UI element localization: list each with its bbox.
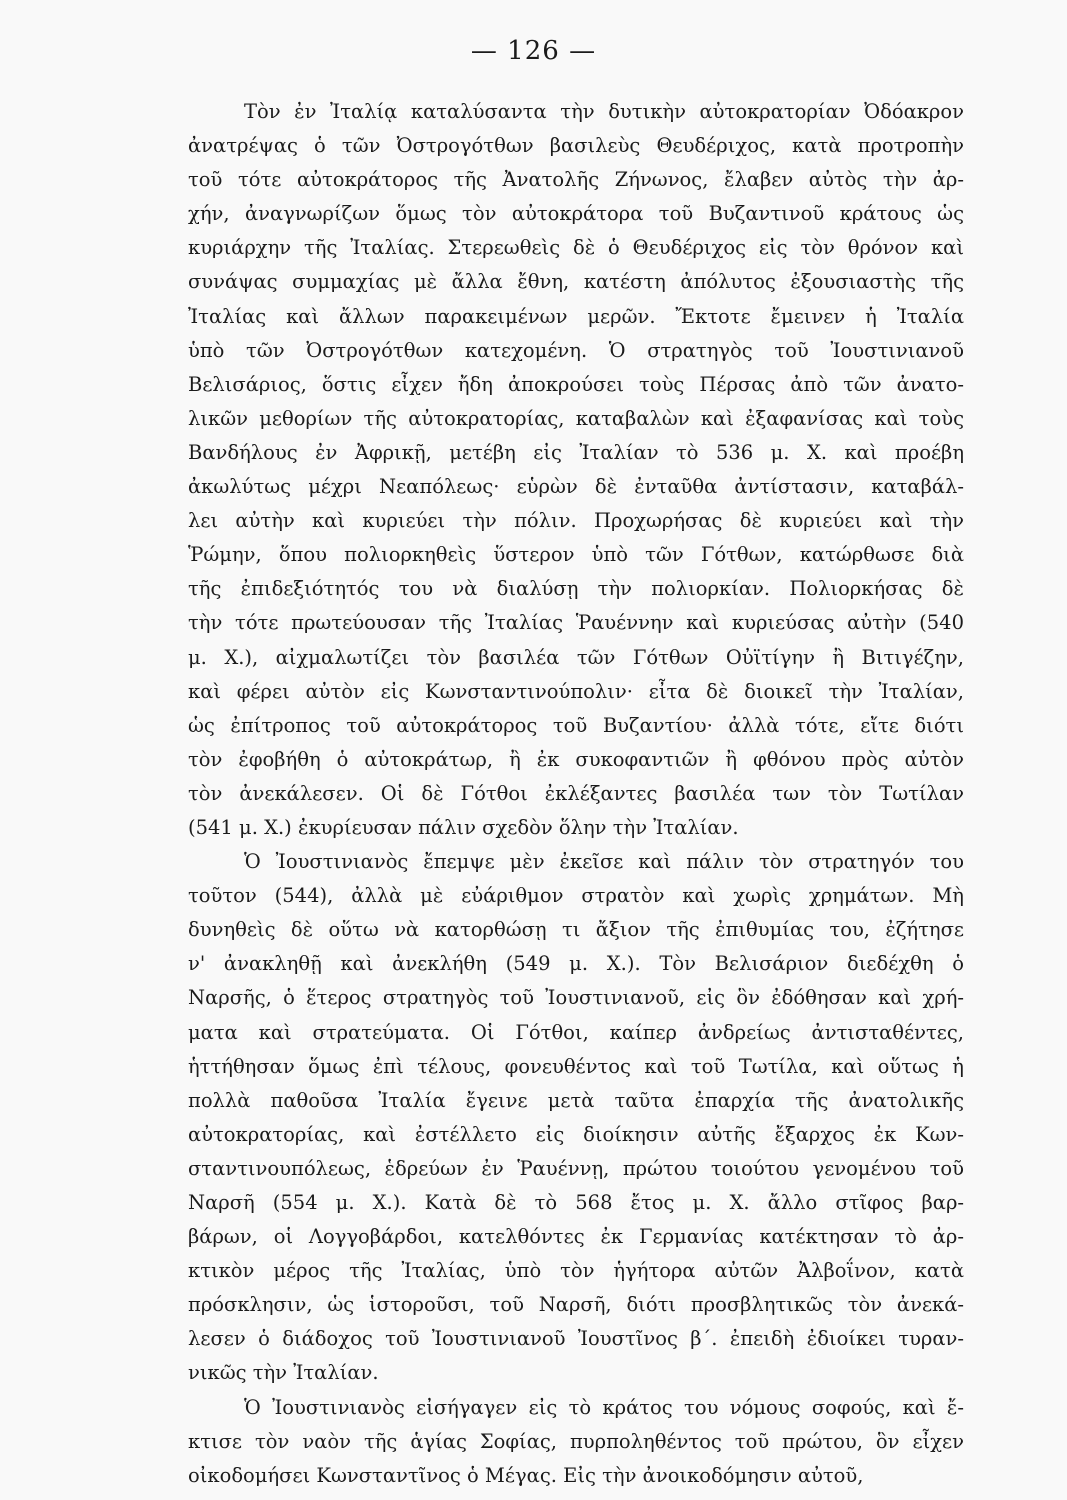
text-line: Ὁ Ἰουστινιανὸς ἔπεμψε μὲν ἐκεῖσε καὶ πάλιν τὸν στρατηγόν του xyxy=(244,850,964,874)
text-line: ὑπὸ τῶν Ὀστρογότθων κατεχομένη. Ὁ στρατηγὸς τοῦ Ἰουστινιανοῦ xyxy=(188,338,964,362)
text-line: πολλὰ παθοῦσα Ἰταλία ἔγεινε μετὰ ταῦτα ἐπαρχία τῆς ἀνατολικῆς xyxy=(188,1088,964,1112)
text-line: ματα καὶ στρατεύματα. Οἱ Γότθοι, καίπερ ἀνδρείως ἀντισταθέντες, xyxy=(188,1020,964,1044)
text-line: καὶ φέρει αὐτὸν εἰς Κωνσταντινούπολιν· εἶτα δὲ διοικεῖ τὴν Ἰταλίαν, xyxy=(188,679,964,703)
text-line: λεσεν ὁ διάδοχος τοῦ Ἰουστινιανοῦ Ἰουστῖνος β΄. ἐπειδὴ ἐδιοίκει τυραν- xyxy=(188,1327,964,1351)
text-line: τὸν ἐφοβήθη ὁ αὐτοκράτωρ, ἢ ἐκ συκοφαντιῶν ἢ φθόνου πρὸς αὐτὸν xyxy=(188,747,964,771)
text-line: τῆς ἐπιδεξιότητός του νὰ διαλύσῃ τὴν πολιορκίαν. Πολιορκήσας δὲ xyxy=(188,577,964,601)
text-line: αὐτοκρατορίας, καὶ ἐστέλλετο εἰς διοίκησιν αὐτῆς ἔξαρχος ἐκ Κων- xyxy=(188,1122,964,1146)
text-line: ὡς ἐπίτροπος τοῦ αὐτοκράτορος τοῦ Βυζαντίου· ἀλλὰ τότε, εἴτε διότι xyxy=(188,713,964,737)
text-line: χήν, ἀναγνωρίζων ὅμως τὸν αὐτοκράτορα τοῦ Βυζαντινοῦ κράτους ὡς xyxy=(188,202,964,226)
text-line: Ναρσῆ (554 μ. Χ.). Κατὰ δὲ τὸ 568 ἔτος μ. Χ. ἄλλο στῖφος βαρ- xyxy=(188,1191,964,1214)
paragraph xyxy=(188,95,964,845)
text-line: κτισε τὸν ναὸν τῆς ἁγίας Σοφίας, πυρποληθέντος τοῦ πρώτου, ὃν εἶχεν xyxy=(188,1429,964,1453)
text-line: Τὸν ἐν Ἰταλίᾳ καταλύσαντα τὴν δυτικὴν αὐτοκρατορίαν Ὀδόακρον xyxy=(244,100,964,123)
body-text xyxy=(188,95,964,1493)
text-line: δυνηθεὶς δὲ οὕτω νὰ κατορθώσῃ τι ἄξιον τῆς ἐπιθυμίας του, ἐζήτησε xyxy=(188,918,964,942)
text-line: σταντινουπόλεως, ἑδρεύων ἐν Ῥαυέννῃ, πρώτου τοιούτου γενομένου τοῦ xyxy=(188,1156,964,1180)
text-line: κυριάρχην τῆς Ἰταλίας. Στερεωθεὶς δὲ ὁ Θευδέριχος εἰς τὸν θρόνον καὶ xyxy=(188,236,964,260)
text-line: Ῥώμην, ὅπου πολιορκηθεὶς ὕστερον ὑπὸ τῶν Γότθων, κατώρθωσε διὰ xyxy=(188,543,964,567)
text-line: τὸν ἀνεκάλεσεν. Οἱ δὲ Γότθοι ἐκλέξαντες βασιλέα των τὸν Τωτίλαν xyxy=(188,781,964,805)
text-line: λει αὐτὴν καὶ κυριεύει τὴν πόλιν. Προχωρήσας δὲ κυριεύει καὶ τὴν xyxy=(188,509,964,533)
text-line: Βελισάριος, ὅστις εἶχεν ἤδη ἀποκρούσει τοὺς Πέρσας ἀπὸ τῶν ἀνατο- xyxy=(188,372,964,396)
text-line: ἀκωλύτως μέχρι Νεαπόλεως· εὑρὼν δὲ ἐνταῦθα ἀντίστασιν, καταβάλ- xyxy=(188,475,964,499)
text-line: ἀνατρέψας ὁ τῶν Ὀστρογότθων βασιλεὺς Θευδέριχος, κατὰ προτροπὴν xyxy=(188,134,964,158)
text-line: Βανδήλους ἐν Ἀφρικῇ, μετέβη εἰς Ἰταλίαν τὸ 536 μ. Χ. καὶ προέβη xyxy=(188,440,964,464)
paragraph xyxy=(188,845,964,1391)
text-line: Ἰταλίας καὶ ἄλλων παρακειμένων μερῶν. Ἔκτοτε ἔμεινεν ἡ Ἰταλία xyxy=(188,304,964,328)
text-line: τοῦ τότε αὐτοκράτορος τῆς Ἀνατολῆς Ζήνωνος, ἔλαβεν αὐτὸς τὴν ἀρ- xyxy=(188,168,964,192)
text-line: Ναρσῆς, ὁ ἕτερος στρατηγὸς τοῦ Ἰουστινιανοῦ, εἰς ὃν ἐδόθησαν καὶ χρή- xyxy=(188,986,964,1010)
paragraph xyxy=(188,1391,964,1493)
text-line: νικῶς τὴν Ἰταλίαν. xyxy=(188,1361,379,1385)
text-line: (541 μ. Χ.) ἐκυρίευσαν πάλιν σχεδὸν ὅλην τὴν Ἰταλίαν. xyxy=(188,815,739,839)
text-line: συνάψας συμμαχίας μὲ ἄλλα ἔθνη, κατέστη ἀπόλυτος ἐξουσιαστὴς τῆς xyxy=(188,270,964,294)
text-line: πρόσκλησιν, ὡς ἱστοροῦσι, τοῦ Ναρσῆ, διότι προσβλητικῶς τὸν ἀνεκά- xyxy=(188,1293,964,1317)
text-line: Ὁ Ἰουστινιανὸς εἰσήγαγεν εἰς τὸ κράτος του νόμους σοφούς, καὶ ἔ- xyxy=(244,1395,964,1419)
text-line: βάρων, οἱ Λογγοβάρδοι, κατελθόντες ἐκ Γερμανίας κατέκτησαν τὸ ἀρ- xyxy=(188,1225,964,1249)
text-line: ν' ἀνακληθῇ καὶ ἀνεκλήθη (549 μ. Χ.). Τὸν Βελισάριον διεδέχθη ὁ xyxy=(188,952,964,976)
text-line: μ. Χ.), αἰχμαλωτίζει τὸν βασιλέα τῶν Γότθων Οὐϊτίγην ἢ Βιτιγέζην, xyxy=(188,645,964,669)
text-line: κτικὸν μέρος τῆς Ἰταλίας, ὑπὸ τὸν ἡγήτορα αὐτῶν Ἀλβοΐνον, κατὰ xyxy=(188,1259,964,1283)
text-line: ἡττήθησαν ὅμως ἐπὶ τέλους, φονευθέντος καὶ τοῦ Τωτίλα, καὶ οὕτως ἡ xyxy=(188,1054,964,1078)
text-line: λικῶν μεθορίων τῆς αὐτοκρατορίας, καταβαλὼν καὶ ἐξαφανίσας καὶ τοὺς xyxy=(188,406,964,430)
text-line: οἰκοδομήσει Κωνσταντῖνος ὁ Μέγας. Εἰς τὴν ἀνοικοδόμησιν αὐτοῦ, xyxy=(188,1463,864,1487)
page-number: — 126 — xyxy=(470,36,597,66)
text-line: τὴν τότε πρωτεύουσαν τῆς Ἰταλίας Ῥαυέννην καὶ κυριεύσας αὐτὴν (540 xyxy=(188,611,964,635)
text-line: τοῦτον (544), ἀλλὰ μὲ εὐάριθμον στρατὸν καὶ χωρὶς χρημάτων. Μὴ xyxy=(188,884,964,908)
